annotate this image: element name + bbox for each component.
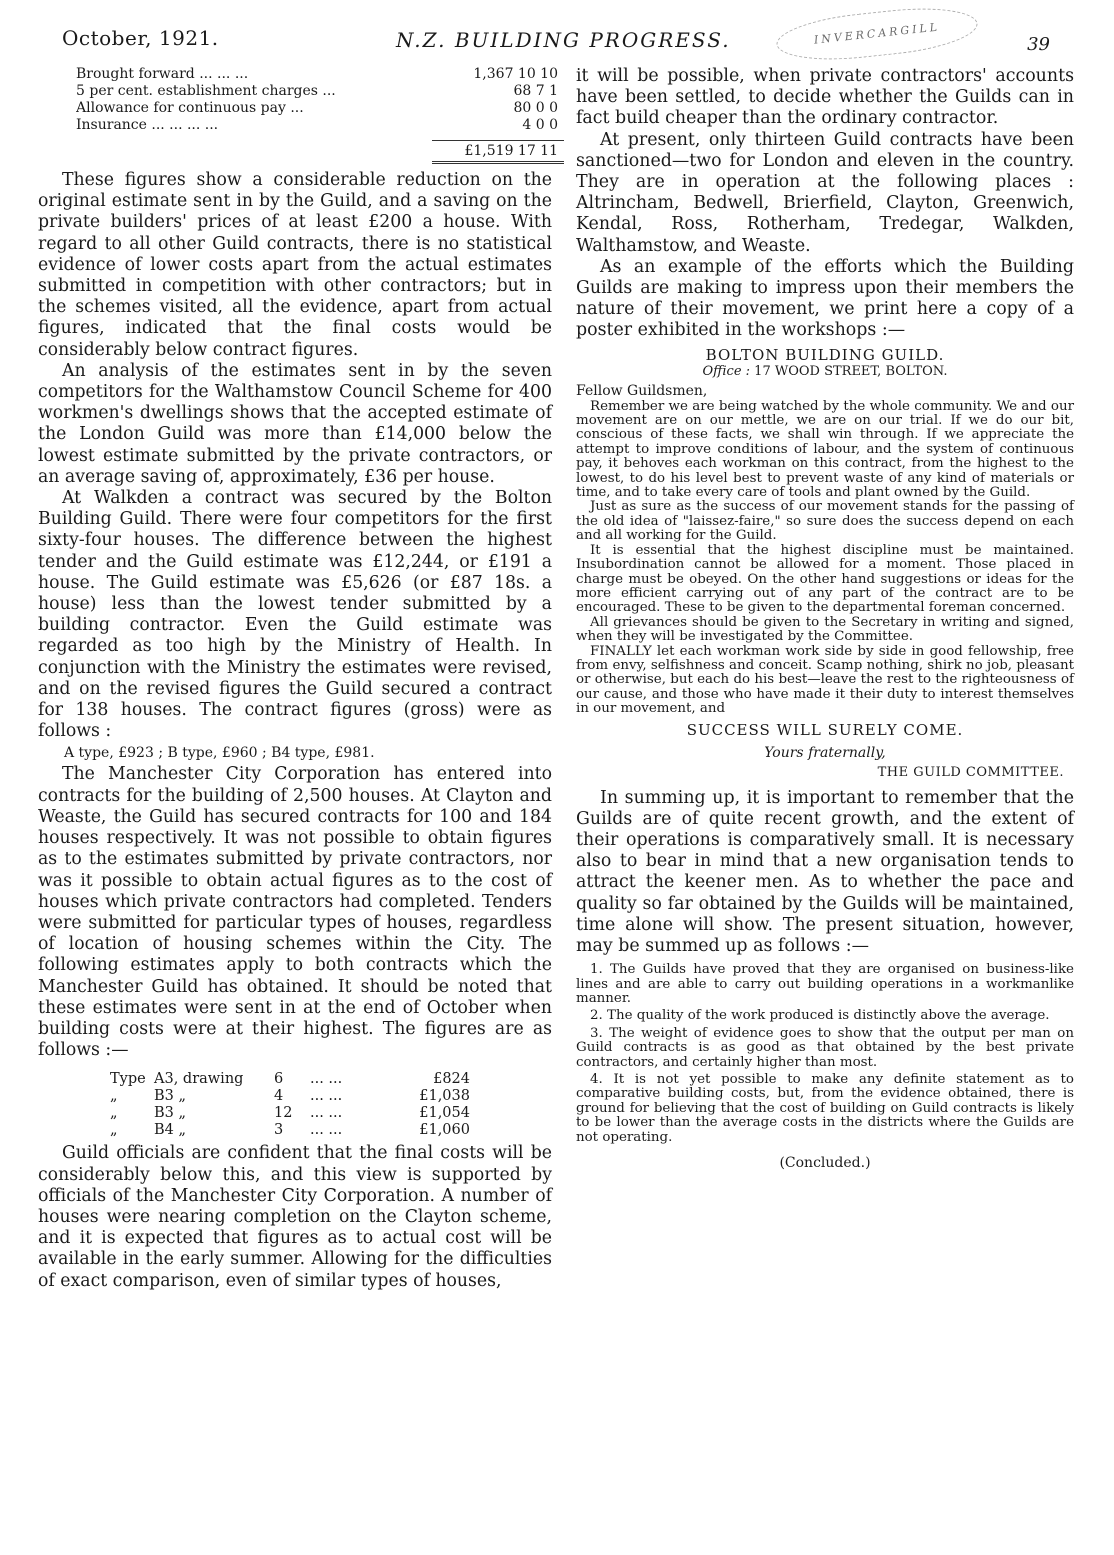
poster-signature: THE GUILD COMMITTEE. (877, 764, 1064, 780)
ledger-amount: 80 0 0 (513, 100, 558, 116)
left-column (38, 66, 558, 1292)
table-row (110, 1105, 552, 1122)
poster-slogan: SUCCESS WILL SURELY COME. (686, 720, 964, 739)
summary-list (576, 963, 1074, 1145)
paragraph: The Manchester City Corporation has entered into contracts for the building of 2,500 houses. At Clayton and Weaste, the Guild has secured contracts for 100 and 184 houses respectively. It was not possible to obtain figures as to the estimates submitted by private contractors, nor was it possible to obtain actual figures as to the cost of houses which private contractors had completed. Tenders were submitted for particular types of houses, regardless of location of housing schemes within the City. The following estimates apply to both contracts which the Manchester Guild has obtained. It should be noted that these estimates were sent in at the end of October when building costs were at their highest. The figures are as follows :— (38, 764, 552, 1061)
poster-paragraph: Remember we are being watched by the whole community. We and our movement are on our mettle, we are on our trial. If we do our bit, conscious of these facts, we shall win through. If we appreciate the attempt to improve conditions of labour, and the system of continuous pay, it behoves each workman on this contract, from the highest to the lowest, to do his level best to prevent waste of any kind of materials or time, and to take every care of tools and plant owned by the Guild. (576, 398, 1074, 501)
ledger-row (76, 83, 564, 100)
cell-dots: ... ... (310, 1071, 343, 1088)
list-item: 3. The weight of evidence goes to show that the output per man on Guild contracts is as good as that obtained by the best private contractors, and certainly higher than most. (576, 1025, 1074, 1070)
ledger-row (76, 66, 564, 83)
page-header (62, 18, 1072, 58)
table-row (110, 1088, 552, 1105)
cell-type: „ (110, 1105, 118, 1122)
cell-price: £1,038 (419, 1088, 470, 1105)
cell-price: £1,060 (419, 1122, 470, 1139)
ledger-label: Brought forward ... ... ... (76, 66, 249, 82)
paragraph: At Walkden a contract was secured by the Bolton Building Guild. There were four competitors for the first sixty-four houses. The difference between the highest tender and the Guild estimate was £12,244, or £191 a house. The Guild estimate was £5,626 (or £87 18s. a house) less than the lowest tender submitted by a building contractor. Even the Guild estimate was regarded as too high by the Ministry of Health. In conjunction with the Ministry the estimates were revised, and on the revised figures the Guild secured a contract for 138 houses. The contract figures (gross) were as follows : (38, 488, 552, 742)
cell-num: 4 (274, 1088, 284, 1105)
house-type-prices: A type, £923 ; B type, £960 ; B4 type, £981. (64, 745, 375, 762)
library-stamp: INVERCARGILL (774, 2, 979, 67)
cell-dots: ... ... (310, 1122, 343, 1139)
paragraph: These figures show a considerable reduction on the original estimate sent in by the Guild, and a saving on the private builders' prices of at least £200 a house. With regard to all other Guild contracts, there is no statistical evidence of lower costs apart from the actual estimates submitted in competition with other contractors; but in the schemes visited, all the evidence, apart from actual figures, indicated that the final costs would be considerably below contract figures. (38, 170, 552, 360)
cell-type: „ (110, 1122, 118, 1139)
paragraph: it will be possible, when private contractors' accounts have been settled, to decide whether the Guilds can in fact build cheaper than the ordinary contractor. (576, 66, 1074, 129)
list-item: 2. The quality of the work produced is distinctly above the average. (590, 1008, 1050, 1024)
cell-type: Type (110, 1071, 146, 1088)
paragraph: Guild officials are confident that the final costs will be considerably below this, and this view is supported by officials of the Manchester City Corporation. A number of houses were nearing completion on the Clayton scheme, and it is expected that figures as to actual cost will be available in the early summer. Allowing for the difficulties of exact comparison, even of similar types of houses, (38, 1143, 552, 1291)
table-row (110, 1071, 552, 1088)
poster (576, 346, 1074, 780)
concluded-note: (Concluded.) (779, 1155, 871, 1172)
paragraph: In summing up, it is important to remember that the Guilds are of quite recent growth, and the extent of their operations is comparatively small. It is necessary also to bear in mind that a new organisation tends to attract the keener men. As to whether the pace and quality so far obtained by the Guilds will be maintained, time alone will show. The present situation, however, may be summed up as follows :— (576, 787, 1074, 956)
cell-code: B4 „ (154, 1122, 187, 1139)
paragraph: As an example of the efforts which the Building Guilds are making to impress upon their members the nature of their movement, we print here a copy of a poster exhibited in the workshops :— (576, 256, 1074, 341)
issue-date: October, 1921. (62, 26, 219, 50)
ledger-label: 5 per cent. establishment charges ... (76, 83, 336, 99)
paragraph: At present, only thirteen Guild contracts have been sanctioned—two for London and eleven in the country. They are in operation at the following places : Altrincham, Bedwell, Brierfield, Clayton, Greenwich, Kendal, Ross, Rotherham, Tredegar, Walkden, Walthamstow, and Weaste. (576, 129, 1074, 256)
ledger-row (76, 117, 564, 134)
poster-paragraph: FINALLY let each workman work side by side in good fellowship, free from envy, selfishness and conceit. Scamp nothing, shirk no job, pleasant or otherwise, but each do his best—leave the rest to the righteousness of our cause, and those who have made it their duty to interest themselves in our movement, and (576, 643, 1074, 717)
right-column (576, 66, 1074, 1171)
cell-code: B3 „ (154, 1088, 187, 1105)
cell-type: „ (110, 1088, 118, 1105)
cell-num: 3 (274, 1122, 284, 1139)
cost-ledger (76, 66, 564, 134)
poster-paragraph: Just as sure as the success of our movement stands for the passing of the old idea of "laissez-faire," so sure does the success depend on each and all working for the Guild. (576, 499, 1074, 544)
ledger-total: £1,519 17 11 (464, 143, 558, 159)
cell-code: A3, drawing (154, 1071, 244, 1088)
estimates-table (110, 1071, 552, 1139)
poster-address (576, 364, 1074, 379)
table-row (110, 1122, 552, 1139)
cell-num: 12 (274, 1105, 293, 1122)
office-address: 17 WOOD STREET, BOLTON. (754, 363, 948, 379)
cell-dots: ... ... (310, 1105, 343, 1122)
cell-price: £824 (433, 1071, 470, 1088)
cell-code: B3 „ (154, 1105, 187, 1122)
cell-dots: ... ... (310, 1088, 343, 1105)
poster-closing: Yours fraternally, (764, 744, 886, 761)
ledger-label: Allowance for continuous pay ... (76, 100, 304, 116)
list-item: 4. It is not yet possible to make any definite statement as to comparative building costs, but, from the evidence obtained, there is ground for believing that the cost of building on Guild contracts is likely to be lower than the average costs in the districts where the Guilds are not operating. (576, 1072, 1074, 1145)
poster-paragraph: It is essential that the highest discipline must be maintained. Insubordination cannot be allowed for a moment. Those placed in charge must be obeyed. On the other hand suggestions or ideas for the more efficient carrying out of any part of the contract are to be encouraged. These to be given to the departmental foreman concerned. (576, 542, 1074, 616)
office-label: Office : (702, 363, 751, 379)
cell-price: £1,054 (419, 1105, 470, 1122)
ledger-amount: 68 7 1 (513, 83, 558, 99)
poster-title: BOLTON BUILDING GUILD. (705, 345, 945, 364)
publication-title: N.Z. BUILDING PROGRESS. (396, 28, 731, 52)
cell-num: 6 (274, 1071, 284, 1088)
poster-paragraph: All grievances should be given to the Secretary in writing and signed, when they will be investigated by the Committee. (576, 614, 1074, 645)
ledger-amount: 4 0 0 (522, 117, 558, 133)
paragraph: An analysis of the estimates sent in by the seven competitors for the Walthamstow Council Scheme for 400 workmen's dwellings shows that the accepted estimate of the London Guild was more than £14,000 below the lowest estimate submitted by the private contractors, or an average saving of, approximately, £36 per house. (38, 360, 552, 487)
ledger-double-rule (432, 161, 564, 164)
list-item: 1. The Guilds have proved that they are organised on business-like lines and are able to carry out building operations in a workmanlike manner. (576, 962, 1074, 1007)
page-number: 39 (1027, 34, 1050, 55)
ledger-amount: 1,367 10 10 (473, 66, 558, 82)
ledger-row (76, 100, 564, 117)
poster-salutation: Fellow Guildsmen, (576, 382, 708, 399)
ledger-label: Insurance ... ... ... ... (76, 117, 219, 133)
